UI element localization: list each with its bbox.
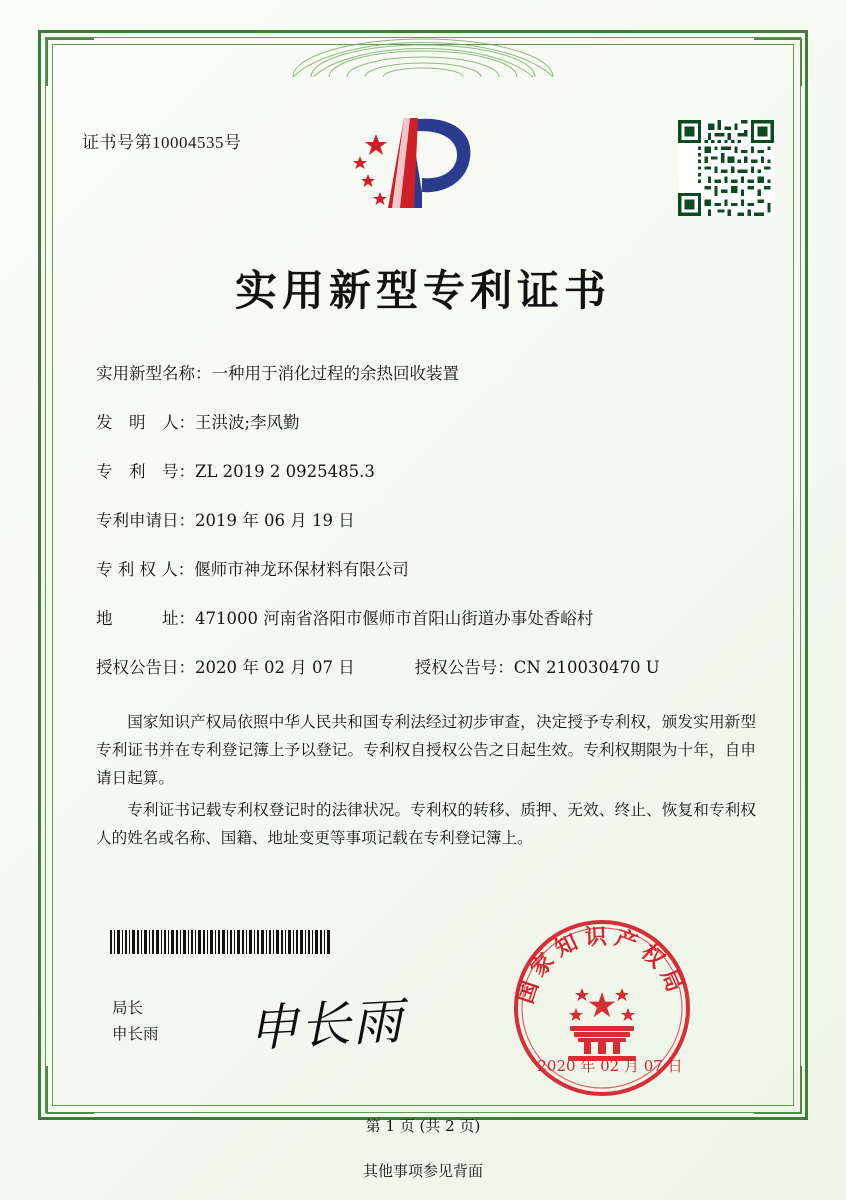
- grant-number-label: 授权公告号：: [414, 658, 514, 677]
- field-value: 471000 河南省洛阳市偃师市首阳山街道办事处香峪村: [195, 609, 594, 628]
- field-label: 发 明 人：: [96, 413, 195, 432]
- legal-paragraph-1: 国家知识产权局依照中华人民共和国专利法经过初步审查，决定授予专利权，颁发实用新型专利证书并在专利登记簿上予以登记。专利权自授权公告之日起生效。专利权期限为十年，自申请日起算。: [96, 713, 756, 787]
- field-label: 专 利 权 人：: [96, 560, 195, 579]
- handwritten-signature: 申长雨: [246, 991, 406, 1059]
- legal-text: [96, 708, 756, 856]
- barcode: [110, 930, 332, 954]
- field-row-inventor: [96, 409, 756, 433]
- field-label: 地 址：: [96, 609, 195, 628]
- page-number: 第 1 页 (共 2 页): [365, 1117, 481, 1135]
- signatory-block: [112, 995, 159, 1047]
- field-row-utility-model-name: [96, 360, 756, 384]
- corner-ornament-top-left: [46, 38, 94, 86]
- signatory-name: 申长雨: [112, 1025, 159, 1043]
- seal-date: 2020 年 02 月 07 日: [537, 1057, 683, 1075]
- corner-ornament-bottom-right: [754, 1066, 802, 1114]
- back-side-note: 其他事项参见背面: [362, 1162, 483, 1180]
- field-row-patentee: [96, 556, 756, 580]
- field-label: 实用新型名称：: [96, 364, 212, 383]
- field-label: 专 利 号：: [96, 462, 195, 481]
- field-row-grant-announcement: [96, 654, 756, 678]
- legal-paragraph-2: 专利证书记载专利权登记时的法律状况。专利权的转移、质押、无效、终止、恢复和专利权人的姓名或名称、国籍、地址变更等事项记载在专利登记簿上。: [96, 801, 756, 847]
- corner-ornament-top-right: [754, 38, 802, 86]
- grant-date-value: 2020 年 02 月 07 日: [195, 658, 355, 677]
- grant-date-label: 授权公告日：: [96, 658, 195, 677]
- field-row-application-date: [96, 507, 756, 531]
- signatory-role: 局长: [112, 999, 144, 1017]
- field-row-address: [96, 605, 756, 629]
- top-guilloche-ornament: [280, 31, 566, 77]
- corner-ornament-bottom-left: [46, 1066, 94, 1114]
- field-value: 王洪波;李风勤: [195, 413, 300, 432]
- field-row-patent-number: [96, 458, 756, 482]
- certificate-number: 证书号第10004535号: [82, 133, 242, 152]
- field-label: 专利申请日：: [96, 511, 195, 530]
- field-list: [96, 360, 756, 703]
- field-value: 一种用于消化过程的余热回收装置: [211, 364, 459, 383]
- page-title: 实用新型专利证书: [234, 266, 611, 315]
- grant-number-value: CN 210030470 U: [513, 658, 660, 677]
- cpa-logo-icon: [352, 112, 476, 216]
- field-value: 偃师市神龙环保材料有限公司: [194, 560, 409, 579]
- svg-text:国家知识产权局: 国家知识产权局: [512, 923, 691, 1007]
- field-value: 2019 年 06 月 19 日: [195, 511, 355, 530]
- field-value: ZL 2019 2 0925485.3: [195, 462, 375, 481]
- qr-code-icon: [678, 120, 774, 216]
